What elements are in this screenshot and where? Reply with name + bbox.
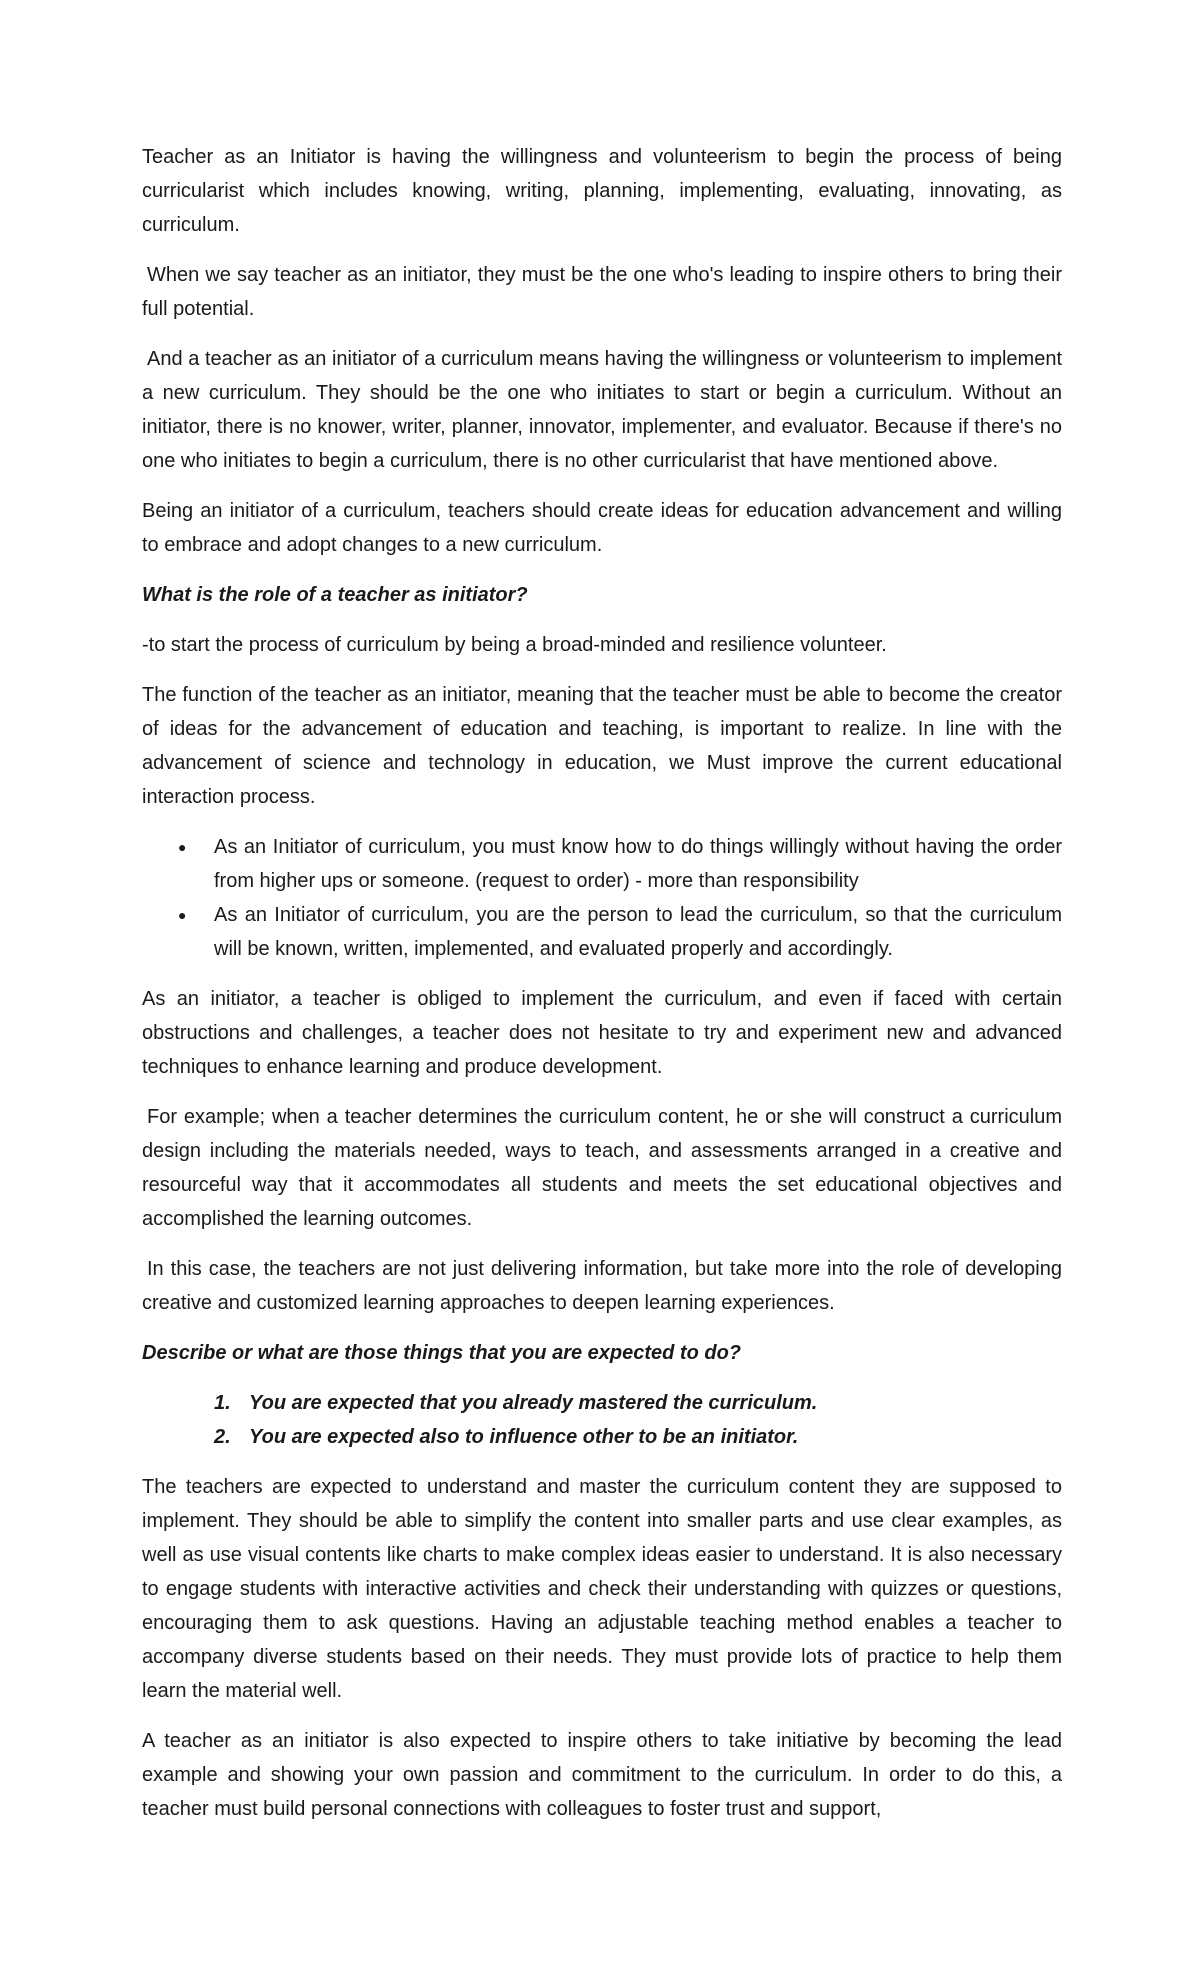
paragraph-leading: When we say teacher as an initiator, they must be the one who's leading to inspire others to bring their full potential. [142,264,1062,320]
list-item [142,898,1062,966]
list-item-text: As an Initiator of curriculum, you are the person to lead the curriculum, so that the curriculum will be known, written, implemented, and evaluated properly and accordingly. [214,904,1062,960]
heading-role: What is the role of a teacher as initiator? [142,584,528,606]
list-number: 2. [214,1426,231,1448]
bullet-list [142,830,1062,966]
paragraph-obligation: As an initiator, a teacher is obliged to implement the curriculum, and even if faced with certain obstructions and challenges, a teacher does not hesitate to try and experiment new and advanced techniques to enhance learning and produce development. [142,988,1062,1078]
list-item-text: As an Initiator of curriculum, you must know how to do things willingly without having the order from higher ups or someone. (request to order) - more than responsibility [214,836,1062,892]
list-number: 1. [214,1392,231,1414]
paragraph-inspire-others: A teacher as an initiator is also expected to inspire others to take initiative by becoming the lead example and showing your own passion and commitment to the curriculum. In order to do this, a teacher must build personal connections with colleagues to foster trust and support, [142,1730,1062,1820]
heading-expectations: Describe or what are those things that you are expected to do? [142,1342,742,1364]
paragraph-role-answer: -to start the process of curriculum by being a broad-minded and resilience volunteer. [142,634,887,656]
bullet-icon: ● [178,907,187,923]
list-item-text: You are expected also to influence other to be an initiator. [249,1426,799,1448]
list-item [142,1386,1062,1420]
paragraph-education-advancement: Being an initiator of a curriculum, teachers should create ideas for education advancement and willing to embrace and adopt changes to a new curriculum. [142,500,1062,556]
paragraph-master-content: The teachers are expected to understand and master the curriculum content they are supposed to implement. They should be able to simplify the content into smaller parts and use clear examples, as well as use visual contents like charts to make complex ideas easier to understand. It is also necessary to engage students with interactive activities and check their understanding with quizzes or questions, encouraging them to ask questions. Having an adjustable teaching method enables a teacher to accompany diverse students based on their needs. They must provide lots of practice to help them learn the material well. [142,1476,1062,1702]
list-item [142,830,1062,898]
list-item-text: You are expected that you already mastered the curriculum. [249,1392,818,1414]
paragraph-this-case: In this case, the teachers are not just delivering information, but take more into the role of developing creative and customized learning approaches to deepen learning experiences. [142,1258,1062,1314]
paragraph-function: The function of the teacher as an initiator, meaning that the teacher must be able to become the creator of ideas for the advancement of education and teaching, is important to realize. In line with the advancement of science and technology in education, we Must improve the current educational interaction process. [142,684,1062,808]
paragraph-intro: Teacher as an Initiator is having the willingness and volunteerism to begin the process of being curricularist which includes knowing, writing, planning, implementing, evaluating, innovating, as curriculum. [142,146,1062,236]
numbered-list [142,1386,1062,1454]
paragraph-curriculum-initiator: And a teacher as an initiator of a curriculum means having the willingness or volunteerism to implement a new curriculum. They should be the one who initiates to start or begin a curriculum. Without an initiator, there is no knower, writer, planner, innovator, implementer, and evaluator. Because if there's no one who initiates to begin a curriculum, there is no other curricularist that have mentioned above. [142,348,1062,472]
list-item [142,1420,1062,1454]
bullet-icon: ● [178,839,187,855]
document-page [142,140,1062,1842]
paragraph-example: For example; when a teacher determines the curriculum content, he or she will construct a curriculum design including the materials needed, ways to teach, and assessments arranged in a creative and resourceful way that it accommodates all students and meets the set educational objectives and accomplished the learning outcomes. [142,1106,1062,1230]
